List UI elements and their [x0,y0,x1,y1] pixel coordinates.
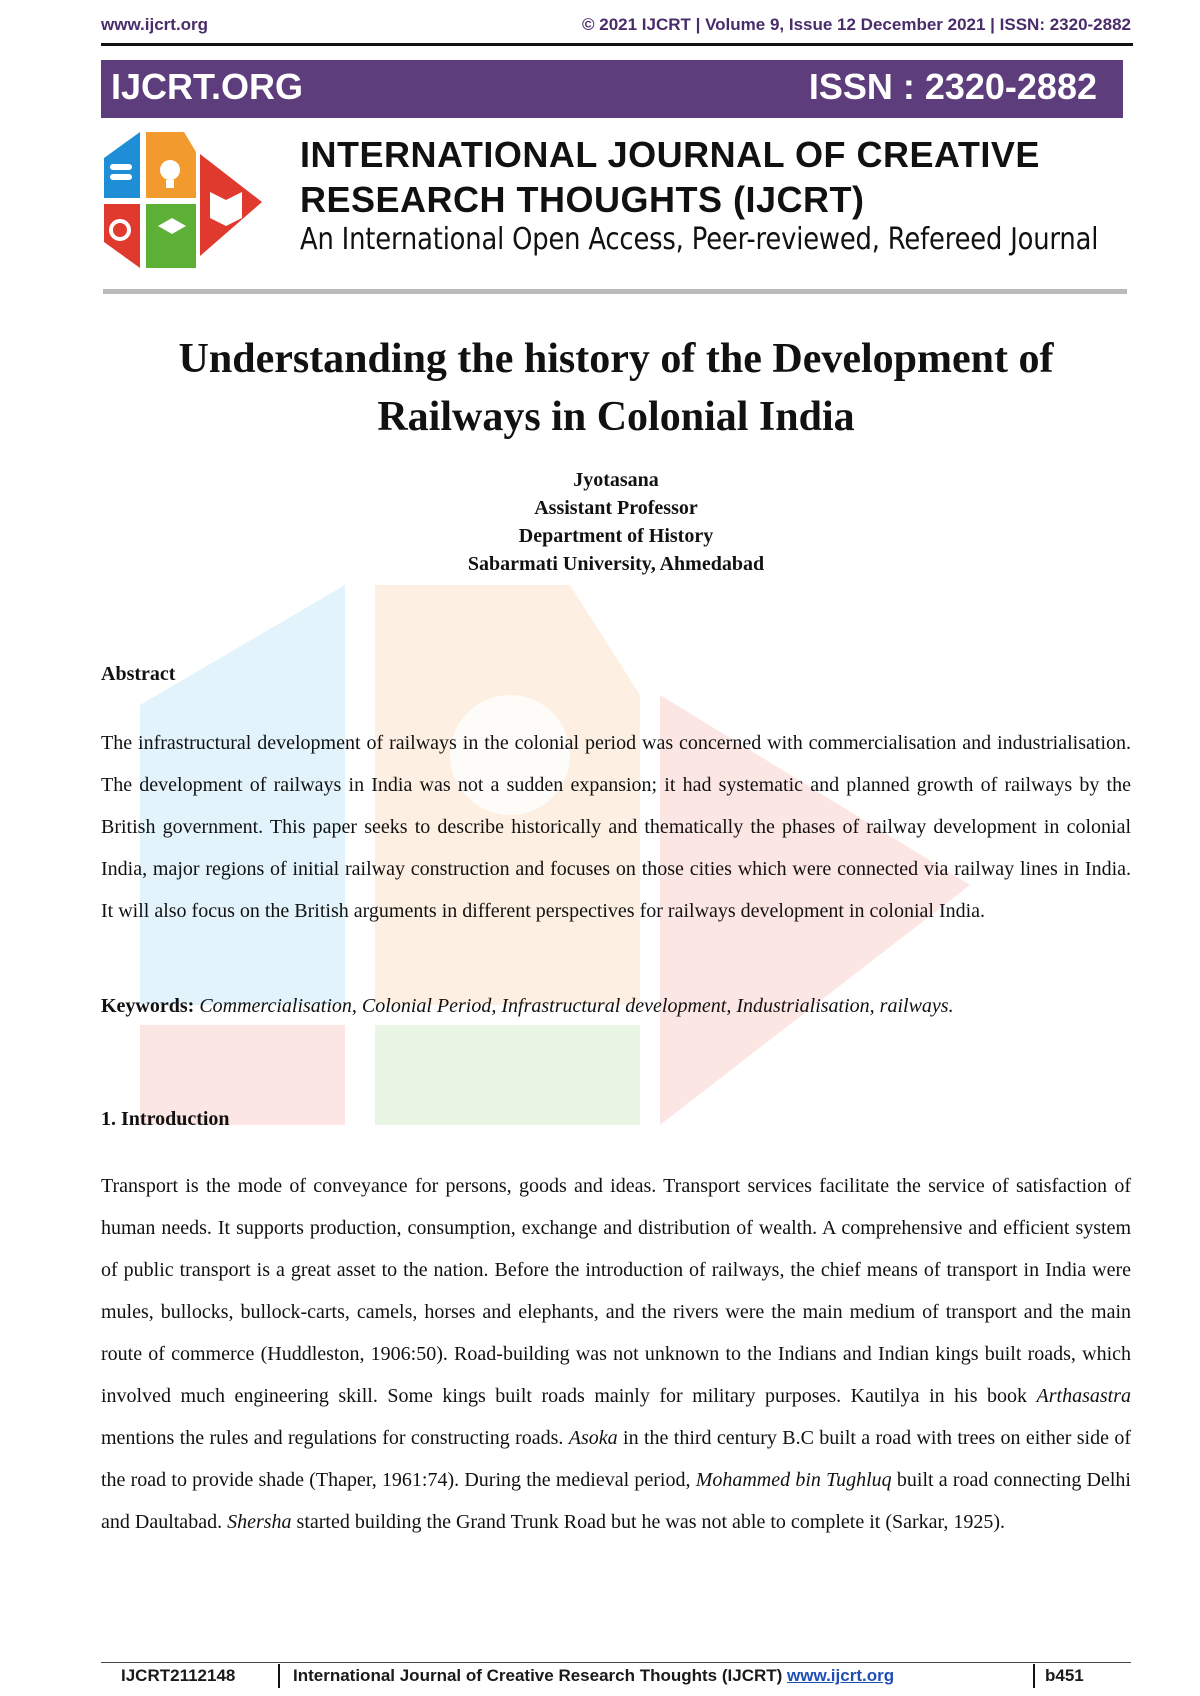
intro-part3: in the third century B.C built a road with trees on either side of the road to provide shade (Thaper, 1961:74). During the medieval period, [101,1427,1131,1491]
author-block [100,466,1132,578]
footer-divider [101,1662,1131,1663]
banner-site-name: IJCRT.ORG [111,66,304,107]
intro-italic-asoka: Asoka [568,1427,618,1449]
footer-page-number: b451 [1045,1666,1084,1685]
header-divider [101,43,1133,46]
author-position: Assistant Professor [534,497,698,519]
header-site-url[interactable]: www.ijcrt.org [101,15,209,34]
introduction-text [101,1165,1131,1543]
footer-separator [1033,1664,1035,1688]
author-department: Department of History [518,525,714,547]
banner-issn: ISSN : 2320-2882 [808,66,1097,107]
header-issue-info: © 2021 IJCRT | Volume 9, Issue 12 December 2021 | ISSN: 2320-2882 [581,15,1131,34]
keywords-label: Keywords: [101,995,195,1017]
footer-paper-code: IJCRT2112148 [121,1666,236,1685]
intro-part1: Transport is the mode of conveyance for persons, goods and ideas. Transport services facilitate the service of satisfaction of human needs. It supports production, consumption, exchange and distribution of wealth. A comprehensive and efficient system of public transport is a great asset to the nation. Before the introduction of railways, the chief means of transport in India were mules, bullocks, bullock-carts, camels, horses and elephants, and the rivers were the main medium of transport and the main route of commerce (Huddleston, 1906:50). Road-building was not unknown to the Indians and Indian kings built roads, which involved much engineering skill. Some kings built roads mainly for military purposes. Kautilya in his book [101,1175,1131,1407]
paper-title [100,330,1132,446]
footer-journal-name: International Journal of Creative Research Thoughts (IJCRT) [293,1666,783,1685]
paper-title-line2: Railways in Colonial India [377,394,855,440]
intro-part4: built a road connecting Delhi and Daultabad. [101,1469,1131,1533]
journal-banner [101,60,1123,118]
author-affiliation: Sabarmati University, Ahmedabad [467,553,765,575]
keywords [101,985,1131,1027]
abstract-heading: Abstract [101,663,176,685]
abstract-text: The infrastructural development of railways in the colonial period was concerned with commercialisation and industrialisation. The development of railways in India was not a sudden expansion; it had systematic and planned growth of railways by the British government. This paper seeks to describe historically and thematically the phases of railway development in colonial India, major regions of initial railway construction and focuses on those cities which were connected via railway lines in India. It will also focus on the British arguments in different perspectives for railways development in colonial India. [101,732,1131,922]
author-name: Jyotasana [573,469,659,491]
masthead-divider [103,289,1127,294]
journal-title-line1: INTERNATIONAL JOURNAL OF CREATIVE [300,134,1040,175]
journal-subtitle: An International Open Access, Peer-reviewed, Refereed Journal [300,222,1099,257]
intro-italic-shersha: Shersha [227,1511,292,1533]
footer-separator [278,1664,280,1688]
page-footer [101,1664,1131,1690]
ijcrt-logo-icon [102,130,292,270]
running-header [101,13,1131,39]
journal-title-line2: RESEARCH THOUGHTS (IJCRT) [300,179,865,220]
intro-part2: mentions the rules and regulations for constructing roads. [101,1427,569,1449]
journal-title [300,132,1130,222]
paper-title-line1: Understanding the history of the Development of [178,336,1054,382]
footer-journal [293,1666,894,1686]
footer-link[interactable]: www.ijcrt.org [787,1666,895,1685]
introduction-heading: 1. Introduction [101,1108,230,1130]
intro-part5: started building the Grand Trunk Road but he was not able to complete it (Sarkar, 1925). [291,1511,1006,1533]
intro-italic-arthasastra: Arthasastra [1036,1385,1131,1407]
intro-italic-tughluq: Mohammed bin Tughluq [695,1469,892,1491]
keywords-text: Commercialisation, Colonial Period, Infrastructural development, Industrialisation, railways. [199,995,954,1017]
